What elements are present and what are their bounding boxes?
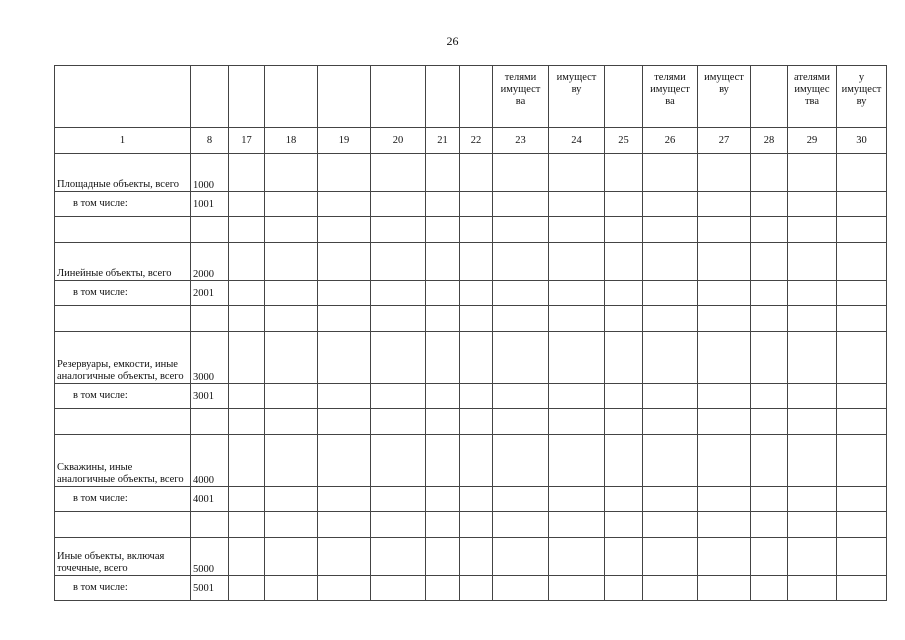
column-number-cell: 18	[265, 128, 318, 154]
data-cell[interactable]	[371, 281, 426, 306]
data-cell[interactable]	[549, 332, 605, 384]
data-cell[interactable]	[837, 435, 887, 487]
data-cell[interactable]	[549, 384, 605, 409]
data-cell[interactable]	[837, 243, 887, 281]
data-cell[interactable]	[229, 538, 265, 576]
data-cell[interactable]	[788, 487, 837, 512]
row-name: Площадные объекты, всего	[55, 154, 191, 192]
data-cell[interactable]	[643, 409, 698, 435]
data-cell[interactable]	[229, 435, 265, 487]
data-cell[interactable]	[493, 487, 549, 512]
data-cell[interactable]	[605, 281, 643, 306]
data-cell[interactable]	[788, 306, 837, 332]
data-cell[interactable]	[788, 384, 837, 409]
data-cell[interactable]	[837, 192, 887, 217]
row-code: 3000	[191, 332, 229, 384]
data-cell[interactable]	[698, 243, 751, 281]
row-name: Линейные объекты, всего	[55, 243, 191, 281]
data-cell[interactable]	[460, 487, 493, 512]
data-cell[interactable]	[460, 435, 493, 487]
data-cell[interactable]	[229, 243, 265, 281]
header-cell-21	[426, 66, 460, 128]
data-cell[interactable]	[643, 435, 698, 487]
header-cell-27	[698, 66, 751, 128]
column-number-cell: 22	[460, 128, 493, 154]
header-text: имущест	[556, 72, 597, 83]
header-cell-17	[229, 66, 265, 128]
data-cell[interactable]	[751, 576, 788, 601]
data-cell[interactable]	[837, 332, 887, 384]
data-cell[interactable]	[605, 384, 643, 409]
column-number-cell: 8	[191, 128, 229, 154]
header-text: ва	[665, 96, 675, 107]
data-cell[interactable]	[643, 306, 698, 332]
data-cell[interactable]	[698, 332, 751, 384]
table-row	[55, 217, 887, 243]
header-cell-30	[837, 66, 887, 128]
table-row	[55, 281, 887, 306]
data-cell[interactable]	[698, 435, 751, 487]
data-cell[interactable]	[426, 384, 460, 409]
data-cell[interactable]	[788, 576, 837, 601]
table-row	[55, 576, 887, 601]
data-cell[interactable]	[493, 538, 549, 576]
data-cell[interactable]	[605, 192, 643, 217]
table-row	[55, 154, 887, 192]
data-cell[interactable]	[229, 306, 265, 332]
data-cell[interactable]	[751, 281, 788, 306]
data-cell[interactable]	[549, 217, 605, 243]
data-cell[interactable]	[605, 306, 643, 332]
data-cell[interactable]	[371, 538, 426, 576]
data-cell[interactable]	[549, 512, 605, 538]
column-number-cell: 25	[605, 128, 643, 154]
data-cell[interactable]	[265, 306, 318, 332]
data-cell[interactable]	[643, 281, 698, 306]
data-cell[interactable]	[549, 192, 605, 217]
data-cell[interactable]	[229, 217, 265, 243]
data-cell[interactable]	[837, 538, 887, 576]
header-text: имущес	[794, 84, 830, 95]
header-cell-20	[371, 66, 426, 128]
row-name: в том числе:	[55, 384, 191, 409]
data-cell[interactable]	[460, 243, 493, 281]
data-cell[interactable]	[371, 512, 426, 538]
data-cell[interactable]	[426, 435, 460, 487]
data-cell[interactable]	[605, 435, 643, 487]
column-number-cell: 26	[643, 128, 698, 154]
data-cell[interactable]	[371, 306, 426, 332]
data-cell[interactable]	[643, 487, 698, 512]
data-cell[interactable]	[837, 306, 887, 332]
data-cell[interactable]	[493, 192, 549, 217]
data-cell[interactable]	[643, 512, 698, 538]
data-cell[interactable]	[229, 576, 265, 601]
row-name	[55, 217, 191, 243]
table-row	[55, 384, 887, 409]
report-table	[54, 65, 887, 601]
header-cell-19	[318, 66, 371, 128]
data-cell[interactable]	[698, 409, 751, 435]
header-text: ву	[719, 84, 729, 95]
header-text: ву	[571, 84, 582, 95]
row-name: в том числе:	[55, 487, 191, 512]
header-row	[55, 66, 887, 128]
data-cell[interactable]	[698, 538, 751, 576]
data-cell[interactable]	[493, 384, 549, 409]
data-cell[interactable]	[371, 576, 426, 601]
data-cell[interactable]	[549, 154, 605, 192]
row-name: Скважины, иные аналогичные объекты, всего	[55, 435, 191, 487]
data-cell[interactable]	[460, 332, 493, 384]
data-cell[interactable]	[698, 281, 751, 306]
data-cell[interactable]	[643, 154, 698, 192]
data-cell[interactable]	[837, 409, 887, 435]
data-cell[interactable]	[788, 154, 837, 192]
data-cell[interactable]	[605, 154, 643, 192]
data-cell[interactable]	[265, 192, 318, 217]
data-cell[interactable]	[493, 512, 549, 538]
header-cell-8	[191, 66, 229, 128]
row-code	[191, 306, 229, 332]
row-name: в том числе:	[55, 281, 191, 306]
row-code: 3001	[191, 384, 229, 409]
data-cell[interactable]	[605, 332, 643, 384]
data-cell[interactable]	[318, 217, 371, 243]
header-text: телями	[504, 72, 537, 83]
data-cell[interactable]	[788, 192, 837, 217]
column-number-cell: 20	[371, 128, 426, 154]
data-cell[interactable]	[493, 243, 549, 281]
column-number-cell: 28	[751, 128, 788, 154]
row-name	[55, 409, 191, 435]
header-text: имущест	[500, 84, 541, 95]
data-cell[interactable]	[265, 243, 318, 281]
data-cell[interactable]	[493, 281, 549, 306]
data-cell[interactable]	[751, 243, 788, 281]
data-cell[interactable]	[426, 243, 460, 281]
data-cell[interactable]	[318, 332, 371, 384]
data-cell[interactable]	[371, 154, 426, 192]
data-cell[interactable]	[837, 576, 887, 601]
row-code: 2001	[191, 281, 229, 306]
header-text: имущест	[650, 84, 690, 95]
data-cell[interactable]	[426, 332, 460, 384]
row-code	[191, 409, 229, 435]
row-name: в том числе:	[55, 192, 191, 217]
data-cell[interactable]	[318, 281, 371, 306]
data-cell[interactable]	[549, 281, 605, 306]
data-cell[interactable]	[788, 538, 837, 576]
data-cell[interactable]	[493, 576, 549, 601]
header-cell-24	[549, 66, 605, 128]
row-name: Иные объекты, включая точечные, всего	[55, 538, 191, 576]
data-cell[interactable]	[751, 192, 788, 217]
data-cell[interactable]	[788, 409, 837, 435]
data-cell[interactable]	[788, 435, 837, 487]
data-cell[interactable]	[229, 384, 265, 409]
data-cell[interactable]	[549, 576, 605, 601]
data-cell[interactable]	[426, 306, 460, 332]
row-name: в том числе:	[55, 576, 191, 601]
data-cell[interactable]	[643, 192, 698, 217]
data-cell[interactable]	[751, 217, 788, 243]
column-number-cell: 21	[426, 128, 460, 154]
data-cell[interactable]	[265, 154, 318, 192]
data-cell[interactable]	[318, 538, 371, 576]
data-cell[interactable]	[605, 576, 643, 601]
header-text: ва	[515, 96, 526, 107]
data-cell[interactable]	[751, 154, 788, 192]
data-cell[interactable]	[751, 332, 788, 384]
data-cell[interactable]	[549, 409, 605, 435]
data-cell[interactable]	[229, 332, 265, 384]
data-cell[interactable]	[426, 154, 460, 192]
data-cell[interactable]	[265, 538, 318, 576]
column-number-cell: 24	[549, 128, 605, 154]
header-cell-22	[460, 66, 493, 128]
data-cell[interactable]	[371, 332, 426, 384]
data-cell[interactable]	[788, 243, 837, 281]
data-cell[interactable]	[460, 538, 493, 576]
data-cell[interactable]	[751, 384, 788, 409]
table-row	[55, 512, 887, 538]
data-cell[interactable]	[549, 538, 605, 576]
data-cell[interactable]	[751, 487, 788, 512]
data-cell[interactable]	[318, 409, 371, 435]
data-cell[interactable]	[751, 409, 788, 435]
data-cell[interactable]	[643, 332, 698, 384]
data-cell[interactable]	[371, 487, 426, 512]
header-text: имущест	[841, 84, 882, 95]
row-code: 1001	[191, 192, 229, 217]
data-cell[interactable]	[265, 281, 318, 306]
data-cell[interactable]	[371, 243, 426, 281]
data-cell[interactable]	[265, 332, 318, 384]
data-cell[interactable]	[605, 487, 643, 512]
table-row	[55, 409, 887, 435]
data-cell[interactable]	[837, 384, 887, 409]
data-cell[interactable]	[318, 306, 371, 332]
data-cell[interactable]	[229, 487, 265, 512]
data-cell[interactable]	[698, 306, 751, 332]
data-cell[interactable]	[605, 243, 643, 281]
data-cell[interactable]	[460, 409, 493, 435]
data-cell[interactable]	[460, 306, 493, 332]
data-cell[interactable]	[788, 281, 837, 306]
data-cell[interactable]	[460, 512, 493, 538]
data-cell[interactable]	[318, 576, 371, 601]
data-cell[interactable]	[493, 154, 549, 192]
row-name	[55, 512, 191, 538]
data-cell[interactable]	[460, 217, 493, 243]
data-cell[interactable]	[460, 281, 493, 306]
data-cell[interactable]	[318, 512, 371, 538]
data-cell[interactable]	[698, 576, 751, 601]
header-cell-25	[605, 66, 643, 128]
data-cell[interactable]	[460, 154, 493, 192]
data-cell[interactable]	[788, 332, 837, 384]
data-cell[interactable]	[371, 217, 426, 243]
data-cell[interactable]	[837, 512, 887, 538]
data-cell[interactable]	[265, 409, 318, 435]
data-cell[interactable]	[698, 154, 751, 192]
column-number-cell: 1	[55, 128, 191, 154]
table-row	[55, 487, 887, 512]
row-code: 5000	[191, 538, 229, 576]
data-cell[interactable]	[643, 384, 698, 409]
row-code: 5001	[191, 576, 229, 601]
data-cell[interactable]	[698, 192, 751, 217]
row-code: 4000	[191, 435, 229, 487]
data-cell[interactable]	[837, 487, 887, 512]
header-cell-18	[265, 66, 318, 128]
data-cell[interactable]	[493, 435, 549, 487]
header-cell-29	[788, 66, 837, 128]
header-cell-28	[751, 66, 788, 128]
data-cell[interactable]	[751, 538, 788, 576]
data-cell[interactable]	[493, 306, 549, 332]
header-text: ву	[856, 96, 867, 107]
data-cell[interactable]	[837, 281, 887, 306]
row-name: Резервуары, емкости, иные аналогичные объекты, всего	[55, 332, 191, 384]
column-number-cell: 27	[698, 128, 751, 154]
data-cell[interactable]	[837, 154, 887, 192]
header-cell-1	[55, 66, 191, 128]
data-cell[interactable]	[318, 435, 371, 487]
table-row	[55, 192, 887, 217]
data-cell[interactable]	[318, 487, 371, 512]
data-cell[interactable]	[493, 332, 549, 384]
data-cell[interactable]	[265, 487, 318, 512]
row-name	[55, 306, 191, 332]
data-cell[interactable]	[698, 384, 751, 409]
row-code	[191, 512, 229, 538]
data-cell[interactable]	[788, 512, 837, 538]
data-cell[interactable]	[229, 512, 265, 538]
header-cell-26	[643, 66, 698, 128]
data-cell[interactable]	[318, 384, 371, 409]
data-cell[interactable]	[426, 512, 460, 538]
column-number-cell: 29	[788, 128, 837, 154]
data-cell[interactable]	[549, 306, 605, 332]
data-cell[interactable]	[371, 435, 426, 487]
header-text: у	[858, 72, 865, 83]
data-cell[interactable]	[318, 243, 371, 281]
data-cell[interactable]	[549, 487, 605, 512]
data-cell[interactable]	[643, 217, 698, 243]
data-cell[interactable]	[698, 487, 751, 512]
data-cell[interactable]	[426, 409, 460, 435]
data-cell[interactable]	[643, 243, 698, 281]
table-row	[55, 243, 887, 281]
column-number-cell: 30	[837, 128, 887, 154]
page-number: 26	[446, 34, 459, 48]
data-cell[interactable]	[751, 435, 788, 487]
header-text: ателями	[794, 72, 830, 83]
data-cell[interactable]	[426, 217, 460, 243]
data-cell[interactable]	[493, 409, 549, 435]
table-row	[55, 538, 887, 576]
header-text: имущест	[704, 72, 744, 83]
data-cell[interactable]	[698, 512, 751, 538]
data-cell[interactable]	[698, 217, 751, 243]
header-cell-23	[493, 66, 549, 128]
data-cell[interactable]	[549, 435, 605, 487]
data-cell[interactable]	[426, 487, 460, 512]
data-cell[interactable]	[229, 409, 265, 435]
data-cell[interactable]	[643, 538, 698, 576]
row-code: 2000	[191, 243, 229, 281]
data-cell[interactable]	[788, 217, 837, 243]
header-text: тва	[804, 96, 820, 107]
data-cell[interactable]	[643, 576, 698, 601]
data-cell[interactable]	[605, 217, 643, 243]
header-text: телями	[654, 72, 686, 83]
data-cell[interactable]	[318, 192, 371, 217]
data-cell[interactable]	[265, 576, 318, 601]
data-cell[interactable]	[318, 154, 371, 192]
data-cell[interactable]	[426, 192, 460, 217]
data-cell[interactable]	[549, 243, 605, 281]
data-cell[interactable]	[605, 409, 643, 435]
data-cell[interactable]	[460, 192, 493, 217]
data-cell[interactable]	[371, 384, 426, 409]
data-cell[interactable]	[493, 217, 549, 243]
data-cell[interactable]	[229, 281, 265, 306]
data-cell[interactable]	[426, 538, 460, 576]
column-number-cell: 19	[318, 128, 371, 154]
data-cell[interactable]	[371, 192, 426, 217]
data-cell[interactable]	[229, 154, 265, 192]
data-cell[interactable]	[460, 576, 493, 601]
table-row	[55, 435, 887, 487]
data-cell[interactable]	[265, 384, 318, 409]
data-cell[interactable]	[426, 281, 460, 306]
data-cell[interactable]	[605, 538, 643, 576]
data-cell[interactable]	[265, 435, 318, 487]
data-cell[interactable]	[837, 217, 887, 243]
data-cell[interactable]	[265, 512, 318, 538]
data-cell[interactable]	[460, 384, 493, 409]
column-numbers-row	[55, 128, 887, 154]
row-code: 1000	[191, 154, 229, 192]
data-cell[interactable]	[605, 512, 643, 538]
row-code: 4001	[191, 487, 229, 512]
column-number-cell: 23	[493, 128, 549, 154]
data-cell[interactable]	[265, 217, 318, 243]
column-number-cell: 17	[229, 128, 265, 154]
data-cell[interactable]	[371, 409, 426, 435]
data-cell[interactable]	[426, 576, 460, 601]
data-cell[interactable]	[229, 192, 265, 217]
table-row	[55, 332, 887, 384]
data-cell[interactable]	[751, 512, 788, 538]
data-cell[interactable]	[751, 306, 788, 332]
table-row	[55, 306, 887, 332]
row-code	[191, 217, 229, 243]
